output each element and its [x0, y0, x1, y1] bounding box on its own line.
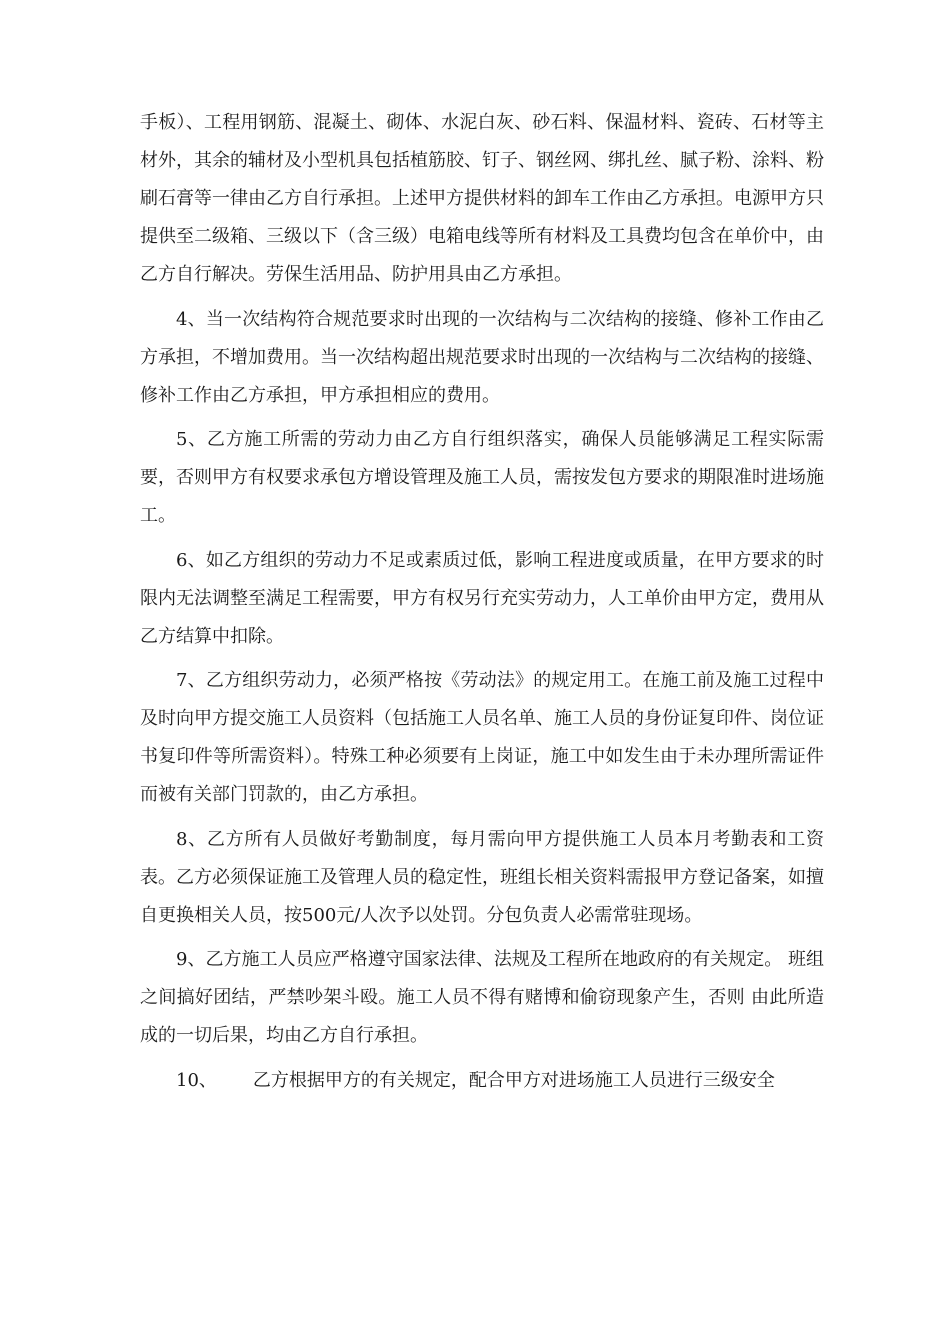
paragraph-text: 乙方组织劳动力，必须严格按《劳动法》的规定用工。在施工前及施工过程中及时向甲方提交施工人员资料（包括施工人员名单、施工人员的身份证复印件、岗位证书复印件等所需资料）。特殊工种必须要有上岗证，施工中如发生由于未办理所需证件而被有关部门罚款的，由乙方承担。 [140, 670, 824, 805]
paragraph-text: 乙方施工人员应严格遵守国家法律、法规及工程所在地政府的有关规定。 班组之间搞好团结，严禁吵架斗殴。施工人员不得有赌博和偷窃现象产生，否则 由此所造成的一切后果，均由乙方自行承担。 [140, 949, 825, 1046]
paragraph-item-9 [140, 941, 824, 1055]
paragraph-item-6 [140, 542, 824, 656]
paragraph-item-7 [140, 662, 824, 814]
paragraph-item-10 [140, 1062, 824, 1100]
paragraph-text: 手板）、工程用钢筋、混凝土、砌体、水泥白灰、砂石料、保温材料、瓷砖、石材等主材外，其余的辅材及小型机具包括植筋胶、钉子、钢丝网、绑扎丝、腻子粉、涂料、粉刷石膏等一律由乙方自行承担。上述甲方提供材料的卸车工作由乙方承担。电源甲方只提供至二级箱、三级以下（含三级）电箱电线等所有材料及工具费均包含在单价中，由乙方自行解决。劳保生活用品、防护用具由乙方承担。 [140, 112, 824, 285]
paragraph-number: 7、 [176, 670, 206, 691]
paragraph-number: 8、 [176, 828, 207, 850]
paragraph-text: 乙方施工所需的劳动力由乙方自行组织落实，确保人员能够满足工程实际需要，否则甲方有权要求承包方增设管理及施工人员，需按发包方要求的期限准时进场施工。 [140, 429, 825, 526]
paragraph-number: 4、 [176, 308, 206, 330]
paragraph-number: 6、 [176, 549, 206, 571]
paragraph-number: 9、 [176, 949, 206, 970]
paragraph-text: 如乙方组织的劳动力不足或素质过低，影响工程进度或质量，在甲方要求的时限内无法调整至满足工程需要，甲方有权另行充实劳动力，人工单价由甲方定，费用从乙方结算中扣除。 [140, 549, 824, 647]
paragraph-number: 10、 [176, 1069, 217, 1091]
paragraph-number: 5、 [176, 429, 207, 450]
paragraph-continuation [140, 104, 824, 294]
paragraph-item-4 [140, 301, 824, 415]
paragraph-item-8 [140, 821, 824, 935]
paragraph-text: 乙方所有人员做好考勤制度，每月需向甲方提供施工人员本月考勤表和工资表。乙方必须保证施工及管理人员的稳定性，班组长相关资料需报甲方登记备案，如擅自更换相关人员，按500元/人次予以处罚。分包负责人必需常驻现场。 [140, 828, 825, 926]
paragraph-item-5 [140, 421, 824, 535]
paragraph-text: 当一次结构符合规范要求时出现的一次结构与二次结构的接缝、修补工作由乙方承担，不增加费用。当一次结构超出规范要求时出现的一次结构与二次结构的接缝、修补工作由乙方承担，甲方承担相应的费用。 [140, 308, 824, 406]
paragraph-text: 乙方根据甲方的有关规定，配合甲方对进场施工人员进行三级安全 [252, 1069, 775, 1091]
document-body [140, 104, 824, 1106]
